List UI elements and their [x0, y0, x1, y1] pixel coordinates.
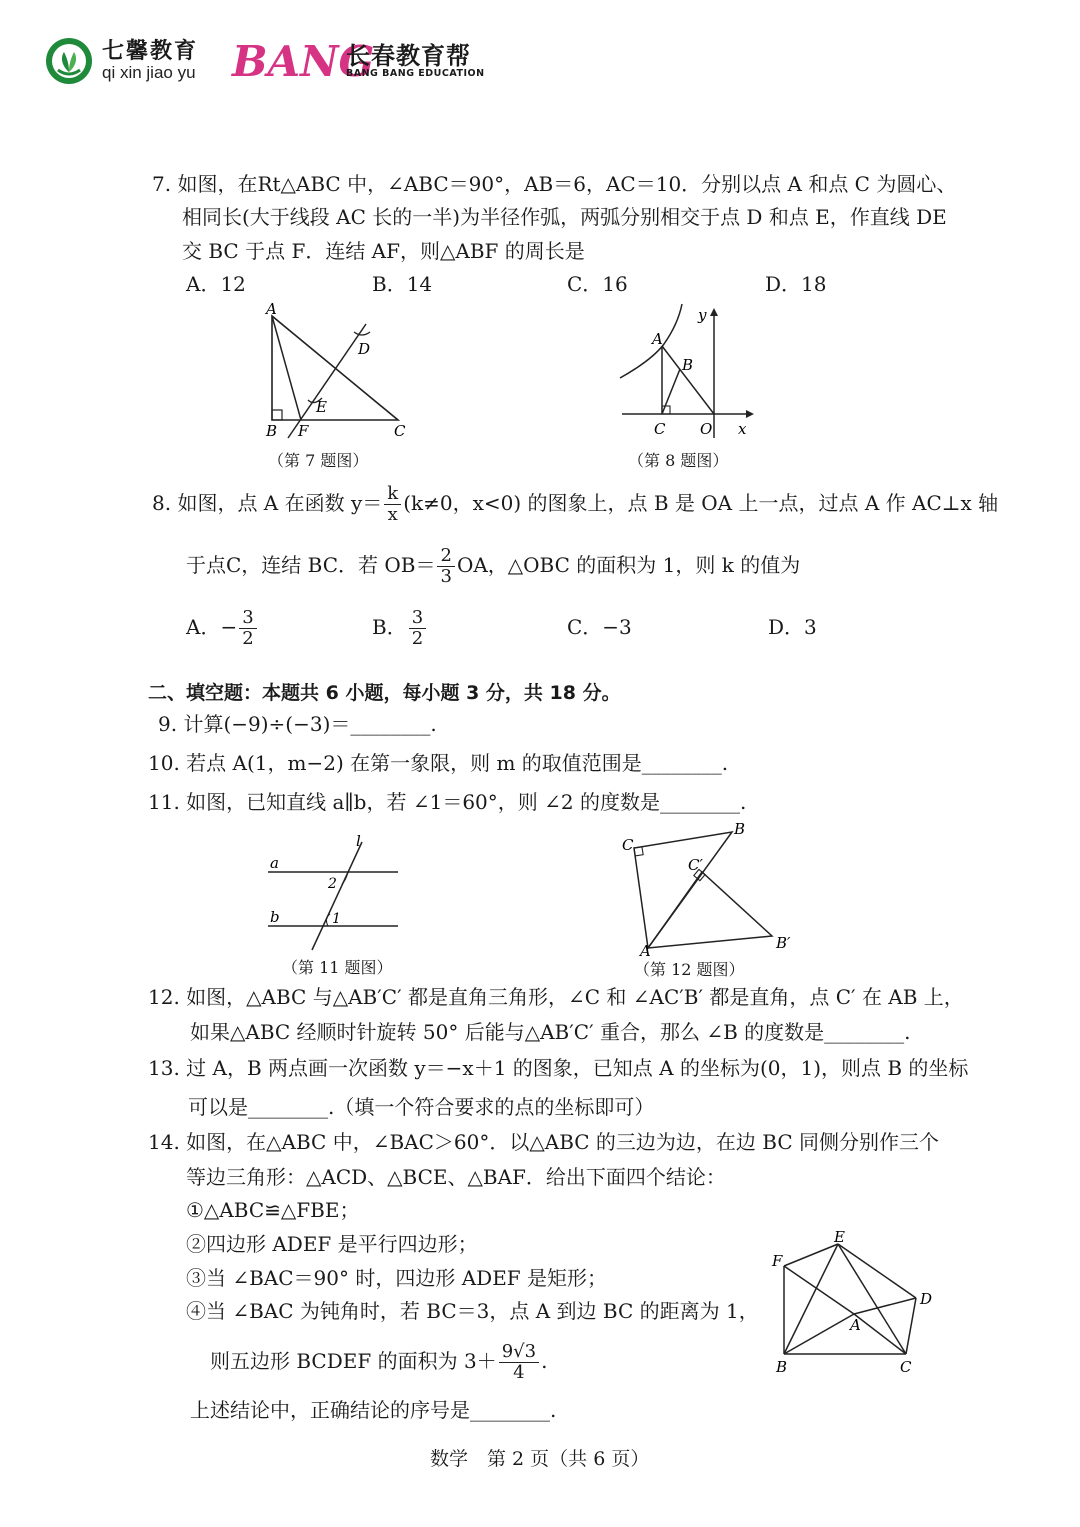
q7-line1: 7. 如图，在Rt△ABC 中，∠ABC＝90°，AB＝6，AC＝10．分别以点 A 和点 C 为圆心、 — [152, 172, 957, 196]
fig7-label-f: F — [298, 422, 309, 440]
fig7-caption: （第 7 题图） — [268, 451, 369, 470]
segment-ed — [838, 1244, 916, 1298]
x-axis-arrow — [746, 410, 754, 418]
bang-text — [346, 44, 485, 79]
figure-12 — [618, 818, 798, 958]
segment-fe — [784, 1244, 838, 1266]
q12-line2: 如果△ABC 经顺时针旋转 50° 后能与△AB′C′ 重合，那么 ∠B 的度数是________. — [190, 1020, 911, 1044]
fig7-label-e: E — [316, 398, 327, 416]
q14-conclusion-3: ③当 ∠BAC＝90° 时，四边形 ADEF 是矩形； — [186, 1266, 608, 1290]
fig12-label-b: B — [734, 820, 746, 838]
fig14-label-d: D — [920, 1290, 933, 1308]
q14-line1: 14. 如图，在△ABC 中，∠BAC＞60°．以△ABC 的三边为边，在边 BC 同侧分别作三个 — [148, 1130, 940, 1154]
q13-line1: 13. 过 A，B 两点画一次函数 y＝−x＋1 的图象，已知点 A 的坐标为(0，1)，则点 B 的坐标 — [148, 1056, 969, 1080]
fraction-k-over-x — [384, 484, 401, 525]
fig7-label-a: A — [266, 300, 277, 318]
q14-c5-post: . — [541, 1349, 548, 1373]
q8a-den: 2 — [242, 628, 254, 649]
q7-option-c: C．16 — [567, 272, 628, 296]
q14-conclusion-1: ①△ABC≌△FBE； — [186, 1198, 360, 1222]
fig14-label-e: E — [834, 1228, 845, 1246]
line-de — [288, 324, 366, 438]
fig14-label-c: C — [900, 1358, 912, 1376]
frac-num-9sqrt3: 9√3 — [499, 1342, 539, 1363]
fig12-label-cp: C′ — [688, 856, 703, 874]
q7-option-b: B．14 — [372, 272, 433, 296]
y-axis-arrow — [710, 308, 718, 316]
angle-1-arc — [326, 914, 330, 926]
fig11-label-1: 1 — [332, 911, 341, 927]
q8-option-d: D．3 — [768, 615, 817, 639]
segment-ce — [838, 1244, 906, 1354]
fig8-label-b: B — [682, 356, 694, 374]
logo1-cn: 七馨教育 — [102, 38, 199, 64]
bang-logo — [232, 37, 375, 86]
fig11-label-a: a — [270, 854, 279, 872]
segment-ca — [854, 1314, 906, 1354]
fig8-label-o: O — [700, 420, 713, 438]
logo1-pinyin: qi xin jiao yu — [102, 62, 196, 82]
fig8-label-c: C — [654, 420, 666, 438]
q14-c5-pre: 则五边形 BCDEF 的面积为 3＋ — [210, 1349, 497, 1373]
line-l — [312, 842, 362, 950]
triangle-abc-12 — [634, 832, 732, 948]
fig11-label-l: l — [356, 832, 361, 850]
q8b-num: 3 — [409, 608, 426, 629]
fig11-label-2: 2 — [328, 876, 337, 892]
segment-cd — [906, 1298, 916, 1354]
q13-line2: 可以是________.（填一个符合要求的点的坐标即可） — [188, 1095, 655, 1119]
q8b-den: 2 — [411, 628, 424, 649]
q7-option-a: A．12 — [186, 272, 246, 296]
right-angle-mark — [272, 410, 282, 420]
q7-line2: 相同长(大于线段 AC 长的一半)为半径作弧，两弧分别相交于点 D 和点 E，作直线 DE — [182, 205, 947, 229]
triangle-abpcp — [648, 872, 772, 948]
fig11-label-b: b — [270, 908, 280, 926]
fig8-caption: （第 8 题图） — [628, 451, 729, 470]
segment-ad — [854, 1298, 916, 1314]
fig12-label-bp: B′ — [776, 934, 791, 952]
fig11-caption: （第 11 题图） — [282, 958, 393, 977]
frac-den-x: x — [387, 504, 398, 525]
arc-d — [354, 332, 370, 335]
fig8-label-y: y — [698, 306, 707, 324]
segment-bc — [662, 369, 680, 414]
frac-num-2: 2 — [437, 546, 454, 567]
page-footer: 数学 第 2 页（共 6 页） — [430, 1448, 650, 1470]
fig14-label-b: B — [776, 1358, 788, 1376]
frac-num-k: k — [384, 484, 401, 505]
segment-fa — [784, 1266, 854, 1314]
logo-qixin — [44, 34, 198, 88]
qixin-logo-icon — [44, 36, 94, 86]
hyperbola-curve — [620, 304, 682, 378]
q10-text: 10. 若点 A(1，m−2) 在第一象限，则 m 的取值范围是________. — [148, 751, 729, 775]
figure-7 — [258, 302, 418, 446]
fig14-label-a: A — [850, 1316, 861, 1334]
frac-den-4: 4 — [513, 1362, 525, 1383]
q7-line3: 交 BC 于点 F．连结 AF，则△ABF 的周长是 — [182, 239, 585, 263]
fig12-label-a: A — [640, 942, 651, 960]
fraction-two-thirds — [437, 546, 454, 587]
q7-option-d: D．18 — [765, 272, 827, 296]
fig7-label-c: C — [394, 422, 406, 440]
q8-line2 — [186, 540, 800, 590]
q14-line2: 等边三角形：△ACD、△BCE、△BAF．给出下面四个结论： — [186, 1165, 726, 1189]
figure-14 — [766, 1228, 942, 1384]
q8-line2-pre: 于点C，连结 BC．若 OB＝ — [186, 553, 436, 577]
q9-text: 9. 计算(−9)÷(−3)＝________. — [158, 712, 437, 736]
segment-af — [272, 316, 301, 420]
figure-8 — [612, 302, 762, 446]
fig14-label-f: F — [772, 1252, 783, 1270]
frac-den-3: 3 — [440, 566, 452, 587]
q8-option-a — [186, 602, 259, 652]
q8-line1-post: (k≠0，x<0) 的图象上，点 B 是 OA 上一点，过点 A 作 AC⊥x 轴 — [403, 491, 999, 515]
fig12-caption: （第 12 题图） — [634, 960, 745, 979]
q8-option-c: C．−3 — [567, 615, 632, 639]
q8-line1 — [152, 478, 998, 528]
q14-conclusion-4: ④当 ∠BAC 为钝角时，若 BC＝3，点 A 到边 BC 的距离为 1， — [186, 1299, 759, 1323]
fig8-label-x: x — [738, 420, 747, 438]
q8-option-b-label: B． — [372, 615, 407, 639]
q8-line1-pre: 8. 如图，点 A 在函数 y＝ — [152, 491, 383, 515]
fig12-label-c: C — [622, 836, 634, 854]
q8-option-b-frac — [409, 608, 426, 649]
q12-line1: 12. 如图，△ABC 与△AB′C′ 都是直角三角形，∠C 和 ∠AC′B′ 都是直角，点 C′ 在 AB 上， — [148, 985, 964, 1009]
fig8-label-a: A — [652, 330, 663, 348]
q8-line2-post: OA，△OBC 的面积为 1，则 k 的值为 — [456, 553, 801, 577]
right-angle-c — [634, 847, 643, 856]
q14-ask: 上述结论中，正确结论的序号是________. — [190, 1398, 557, 1422]
q8-option-b — [372, 602, 428, 652]
logo2-cn: 长春教育帮 — [346, 42, 471, 70]
q11-text: 11. 如图，已知直线 a∥b，若 ∠1＝60°，则 ∠2 的度数是________. — [148, 790, 747, 814]
q8-option-a-label: A．− — [186, 615, 238, 639]
fig7-label-d: D — [358, 340, 371, 358]
logo2-en: BANG BANG EDUCATION — [346, 68, 485, 80]
fraction-9sqrt3-over-4 — [499, 1342, 539, 1383]
bang-logo-text: BANG — [232, 37, 375, 86]
q8a-num: 3 — [239, 608, 256, 629]
figure-11 — [262, 828, 412, 952]
section-2-title: 二、填空题：本题共 6 小题，每小题 3 分，共 18 分。 — [148, 682, 621, 704]
q8-option-a-frac — [239, 608, 256, 649]
q14-conclusion-4-cont — [210, 1336, 547, 1386]
fig7-label-b: B — [266, 422, 278, 440]
q14-conclusion-2: ②四边形 ADEF 是平行四边形； — [186, 1232, 478, 1256]
segment-be — [784, 1244, 838, 1354]
